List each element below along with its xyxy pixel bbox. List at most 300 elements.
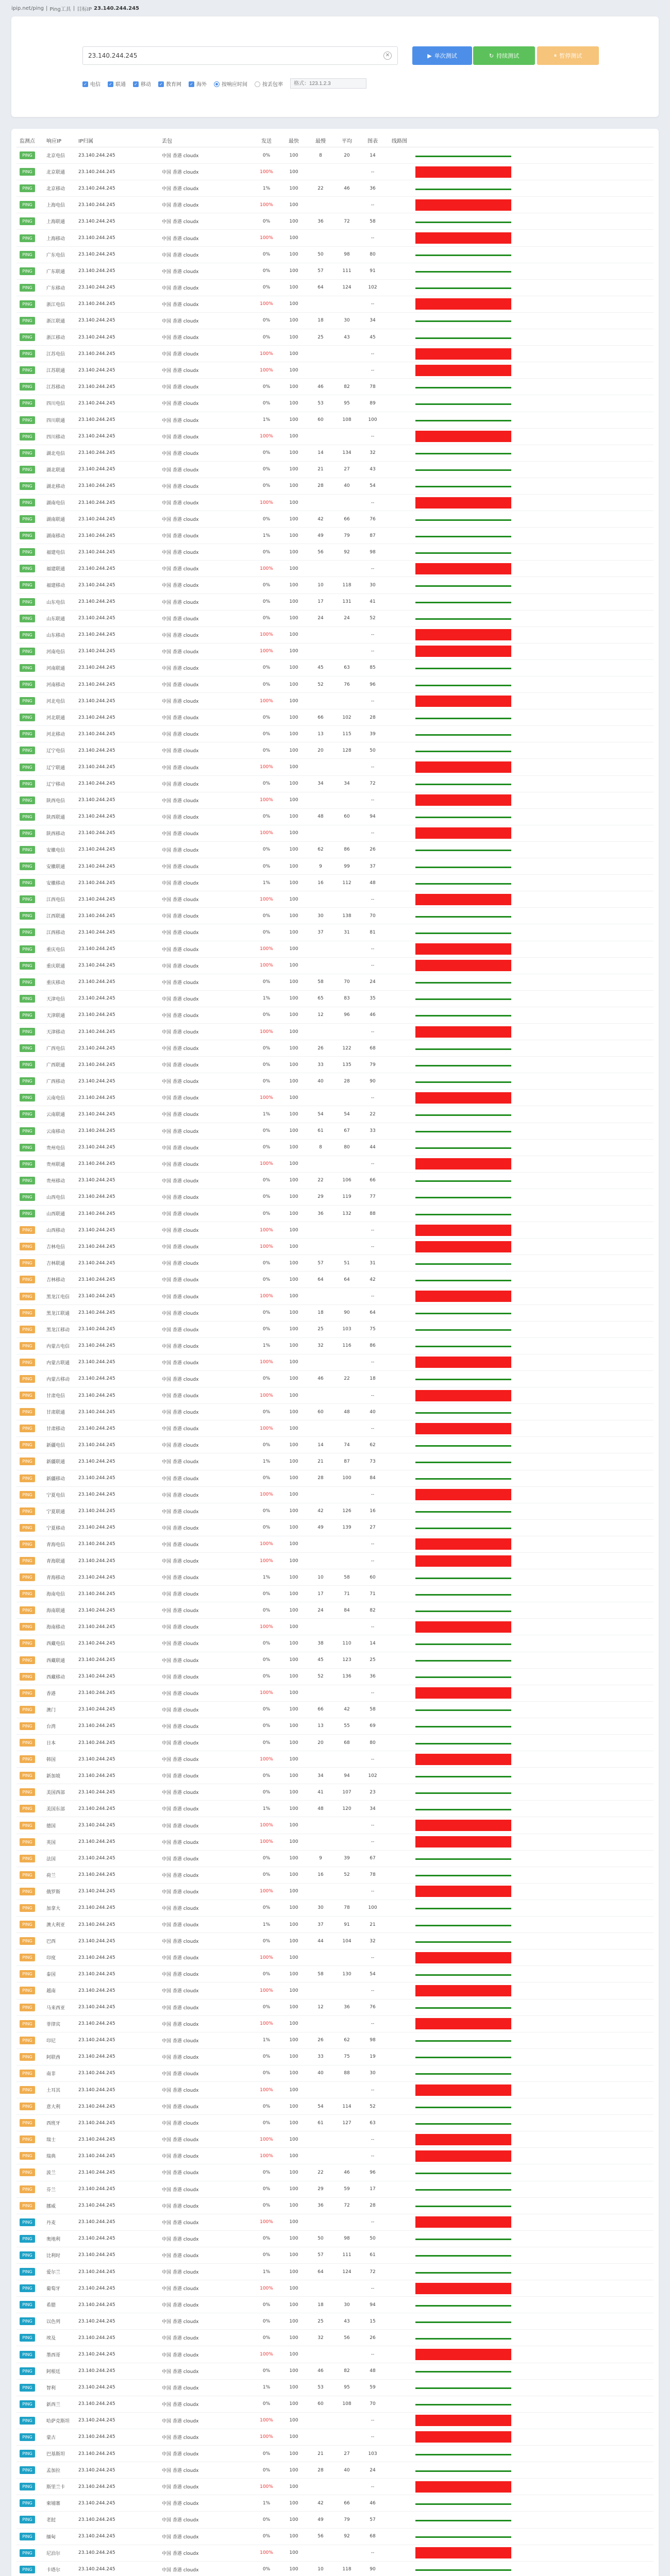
sent-count: 100 xyxy=(289,963,298,969)
latency-bar xyxy=(415,514,511,525)
latency-line xyxy=(415,2239,511,2240)
node-tag[interactable]: PING xyxy=(20,2168,35,2176)
node-name: 新疆电信 xyxy=(46,1443,65,1449)
node-tag[interactable]: PING xyxy=(20,251,35,259)
node-tag[interactable]: PING xyxy=(20,1639,35,1647)
node-tag[interactable]: PING xyxy=(20,2499,35,2507)
min-time: 46 xyxy=(317,2368,324,2374)
node-name: 西藏电信 xyxy=(46,1641,65,1647)
latency-chart-cell xyxy=(413,1423,514,1434)
loss-rate: 0% xyxy=(262,1277,271,1282)
node-tag[interactable]: PING xyxy=(20,747,35,754)
node-tag[interactable]: PING xyxy=(20,1822,35,1829)
node-tag[interactable]: PING xyxy=(20,284,35,292)
avg-time: 46 xyxy=(370,1012,376,1018)
node-name: 安徽移动 xyxy=(46,881,65,887)
node-tag[interactable]: PING xyxy=(20,1309,35,1317)
node-name: 福建电信 xyxy=(46,550,65,556)
option-jy[interactable]: ✓ 教育网 xyxy=(158,80,181,88)
response-ip: 23.140.244.245 xyxy=(78,698,115,704)
node-tag[interactable]: PING xyxy=(20,2218,35,2226)
avg-time: 58 xyxy=(370,1707,376,1713)
node-tag-cell xyxy=(16,2268,46,2276)
avg-time: -- xyxy=(371,1839,375,1845)
node-tag[interactable]: PING xyxy=(20,846,35,854)
sent-count: 100 xyxy=(289,1889,298,1894)
node-tag[interactable]: PING xyxy=(20,433,35,440)
ip-location: 中国 香港 cloudx xyxy=(162,996,199,1002)
node-tag[interactable]: PING xyxy=(20,1524,35,1532)
loss-rate: 100% xyxy=(260,649,273,654)
node-tag[interactable]: PING xyxy=(20,1226,35,1234)
node-tag[interactable]: PING xyxy=(20,2202,35,2210)
table-row xyxy=(16,2429,654,2446)
node-tag[interactable]: PING xyxy=(20,780,35,788)
node-tag[interactable]: PING xyxy=(20,1871,35,1879)
node-tag[interactable]: PING xyxy=(20,714,35,721)
node-tag[interactable]: PING xyxy=(20,151,35,159)
max-time: 84 xyxy=(344,1607,350,1613)
node-tag[interactable]: PING xyxy=(20,1193,35,1201)
node-tag[interactable]: PING xyxy=(20,1606,35,1614)
node-tag[interactable]: PING xyxy=(20,1458,35,1465)
latency-bar xyxy=(415,1092,511,1104)
sent-count: 100 xyxy=(289,2352,298,2358)
sent-count: 100 xyxy=(289,318,298,324)
node-tag[interactable]: PING xyxy=(20,1259,35,1267)
ip-location: 中国 香港 cloudx xyxy=(162,368,199,374)
node-name: 韩国 xyxy=(46,1757,56,1763)
table-row xyxy=(16,1272,654,1288)
node-tag[interactable]: PING xyxy=(20,1127,35,1135)
node-tag[interactable]: PING xyxy=(20,2533,35,2540)
avg-time: -- xyxy=(371,2021,375,2027)
latency-line xyxy=(415,2569,511,2571)
node-tag[interactable]: PING xyxy=(20,1590,35,1598)
node-tag[interactable]: PING xyxy=(20,1970,35,1978)
stop-test-button[interactable]: ⏸ 暂停测试 xyxy=(537,46,599,65)
ip-input[interactable] xyxy=(82,46,398,65)
node-tag[interactable]: PING xyxy=(20,184,35,192)
node-tag[interactable]: PING xyxy=(20,995,35,1003)
latency-bar xyxy=(415,811,511,822)
node-tag[interactable]: PING xyxy=(20,548,35,556)
node-tag[interactable]: PING xyxy=(20,2450,35,2458)
node-tag[interactable]: PING xyxy=(20,1788,35,1796)
loss-rate: 1% xyxy=(262,1922,271,1927)
avg-time: 81 xyxy=(370,929,376,935)
latency-chart-cell xyxy=(413,1869,514,1880)
min-time: 17 xyxy=(317,599,324,605)
min-time: 54 xyxy=(317,1111,324,1117)
node-tag[interactable]: PING xyxy=(20,1011,35,1019)
avg-time: -- xyxy=(371,301,375,307)
latency-chart-cell xyxy=(413,216,514,227)
ip-location: 中国 香港 cloudx xyxy=(162,716,199,721)
loss-rate: 100% xyxy=(260,1839,273,1845)
avg-time: 59 xyxy=(370,2385,376,2391)
min-time: 61 xyxy=(317,1128,324,1134)
node-tag[interactable]: PING xyxy=(20,1392,35,1399)
node-tag[interactable]: PING xyxy=(20,168,35,176)
node-tag[interactable]: PING xyxy=(20,449,35,457)
node-tag[interactable]: PING xyxy=(20,267,35,275)
sent-count: 100 xyxy=(289,500,298,505)
node-tag[interactable]: PING xyxy=(20,333,35,341)
node-tag[interactable]: PING xyxy=(20,912,35,920)
node-tag[interactable]: PING xyxy=(20,1094,35,1101)
node-tag[interactable]: PING xyxy=(20,1210,35,1217)
table-row xyxy=(16,197,654,213)
repeat-test-button[interactable]: ↻ 持续测试 xyxy=(473,46,535,65)
avg-time: 96 xyxy=(370,682,376,687)
latency-bar xyxy=(415,2514,511,2526)
node-tag[interactable]: PING xyxy=(20,2020,35,2028)
node-tag[interactable]: PING xyxy=(20,1293,35,1300)
sent-count: 100 xyxy=(289,533,298,538)
node-tag-cell xyxy=(16,2136,46,2143)
node-tag[interactable]: PING xyxy=(20,2516,35,2523)
node-tag[interactable]: PING xyxy=(20,1838,35,1846)
response-ip: 23.140.244.245 xyxy=(78,2153,115,2159)
node-tag[interactable]: PING xyxy=(20,1375,35,1383)
max-time: 72 xyxy=(344,218,350,224)
node-tag[interactable]: PING xyxy=(20,1110,35,1118)
node-tag[interactable]: PING xyxy=(20,829,35,837)
mode-b[interactable]: 按丢包率 xyxy=(255,80,283,88)
node-tag[interactable]: PING xyxy=(20,2466,35,2474)
loss-rate: 100% xyxy=(260,2550,273,2556)
node-name: 希腊 xyxy=(46,2303,56,2309)
node-tag[interactable]: PING xyxy=(20,1425,35,1432)
loss-rate: 100% xyxy=(260,1244,273,1249)
node-tag[interactable]: PING xyxy=(20,2185,35,2193)
node-tag[interactable]: PING xyxy=(20,2367,35,2375)
latency-bar xyxy=(415,1671,511,1682)
node-tag[interactable]: PING xyxy=(20,1888,35,1895)
max-time: 79 xyxy=(344,2517,350,2522)
node-tag[interactable]: PING xyxy=(20,317,35,325)
node-tag[interactable]: PING xyxy=(20,2152,35,2160)
start-test-button[interactable]: ▶ 单次测试 xyxy=(412,46,472,65)
latency-bar xyxy=(415,1258,511,1269)
node-tag[interactable]: PING xyxy=(20,350,35,358)
node-tag[interactable]: PING xyxy=(20,895,35,903)
loss-rate: 100% xyxy=(260,367,273,373)
node-tag[interactable]: PING xyxy=(20,1937,35,1945)
ip-location: 中国 香港 cloudx xyxy=(162,285,199,291)
option-dx[interactable]: ✓ 电信 xyxy=(82,80,100,88)
tools-link[interactable]: Ping工具 xyxy=(49,6,71,12)
node-tag[interactable]: PING xyxy=(20,2351,35,2359)
response-ip: 23.140.244.245 xyxy=(78,1409,115,1415)
max-time: 78 xyxy=(344,1905,350,1911)
node-name: 上海联通 xyxy=(46,219,65,225)
table-body xyxy=(11,147,659,2576)
node-tag[interactable]: PING xyxy=(20,1772,35,1780)
option-yd[interactable]: ✓ 移动 xyxy=(133,80,151,88)
node-tag[interactable]: PING xyxy=(20,796,35,804)
node-tag[interactable]: PING xyxy=(20,1623,35,1631)
node-tag[interactable]: PING xyxy=(20,631,35,639)
node-name: 葡萄牙 xyxy=(46,2286,61,2292)
node-tag[interactable]: PING xyxy=(20,664,35,672)
latency-line xyxy=(415,1114,511,1116)
node-tag[interactable]: PING xyxy=(20,2004,35,2011)
node-tag[interactable]: PING xyxy=(20,1954,35,1961)
table-row xyxy=(16,362,654,379)
latency-line xyxy=(415,1611,511,1612)
sent-count: 100 xyxy=(289,2534,298,2539)
ip-location: 中国 香港 cloudx xyxy=(162,1394,199,1399)
loss-rate: 0% xyxy=(262,2401,271,2407)
node-tag[interactable]: PING xyxy=(20,399,35,407)
node-tag[interactable]: PING xyxy=(20,2037,35,2044)
node-tag[interactable]: PING xyxy=(20,466,35,473)
sent-count: 100 xyxy=(289,1690,298,1696)
node-tag[interactable]: PING xyxy=(20,1061,35,1069)
node-tag[interactable]: PING xyxy=(20,1507,35,1515)
node-tag[interactable]: PING xyxy=(20,1540,35,1548)
table-row xyxy=(16,809,654,825)
latency-bar xyxy=(415,2465,511,2476)
node-tag[interactable]: PING xyxy=(20,2103,35,2110)
sent-count: 100 xyxy=(289,2219,298,2225)
max-time: 40 xyxy=(344,483,350,489)
node-tag[interactable]: PING xyxy=(20,2317,35,2325)
response-ip: 23.140.244.245 xyxy=(78,450,115,456)
node-tag[interactable]: PING xyxy=(20,2566,35,2573)
sent-count: 100 xyxy=(289,1426,298,1431)
latency-bar xyxy=(415,2415,511,2426)
node-tag[interactable]: PING xyxy=(20,383,35,391)
option-lt[interactable]: ✓ 联通 xyxy=(108,80,126,88)
node-tag[interactable]: PING xyxy=(20,1656,35,1664)
node-tag[interactable]: PING xyxy=(20,2119,35,2127)
node-tag[interactable]: PING xyxy=(20,1144,35,1151)
ip-location: 中国 香港 cloudx xyxy=(162,302,199,308)
avg-time: 88 xyxy=(370,1211,376,1216)
sent-count: 100 xyxy=(289,1541,298,1547)
format-input[interactable] xyxy=(290,78,366,89)
avg-time: 98 xyxy=(370,2038,376,2043)
sent-count: 100 xyxy=(289,765,298,770)
node-tag[interactable]: PING xyxy=(20,2070,35,2077)
max-time: 70 xyxy=(344,979,350,985)
node-name: 山东联通 xyxy=(46,616,65,622)
ip-location: 中国 香港 cloudx xyxy=(162,2187,199,2193)
max-time: 114 xyxy=(342,2104,351,2109)
node-tag[interactable]: PING xyxy=(20,1689,35,1697)
node-tag[interactable]: PING xyxy=(20,2384,35,2392)
response-ip: 23.140.244.245 xyxy=(78,2252,115,2258)
node-tag[interactable]: PING xyxy=(20,201,35,209)
sent-count: 100 xyxy=(289,1476,298,1481)
response-ip: 23.140.244.245 xyxy=(78,1624,115,1630)
node-tag[interactable]: PING xyxy=(20,499,35,506)
node-tag[interactable]: PING xyxy=(20,2433,35,2441)
node-tag[interactable]: PING xyxy=(20,366,35,374)
node-tag[interactable]: PING xyxy=(20,1739,35,1747)
loss-rate: 100% xyxy=(260,632,273,638)
latency-bar xyxy=(415,1076,511,1087)
node-tag[interactable]: PING xyxy=(20,1276,35,1283)
node-tag[interactable]: PING xyxy=(20,1904,35,1912)
avg-time: 87 xyxy=(370,533,376,538)
node-tag[interactable]: PING xyxy=(20,1342,35,1350)
node-tag[interactable]: PING xyxy=(20,1987,35,1994)
node-tag[interactable]: PING xyxy=(20,1921,35,1928)
node-tag[interactable]: PING xyxy=(20,2301,35,2309)
node-tag[interactable]: PING xyxy=(20,598,35,606)
loss-rate: 1% xyxy=(262,1111,271,1117)
node-tag[interactable]: PING xyxy=(20,1359,35,1366)
node-tag[interactable]: PING xyxy=(20,1077,35,1085)
node-tag[interactable]: PING xyxy=(20,581,35,589)
node-tag[interactable]: PING xyxy=(20,482,35,490)
node-tag[interactable]: PING xyxy=(20,1722,35,1730)
latency-bar xyxy=(415,1654,511,1666)
loss-rate: 100% xyxy=(260,1690,273,1696)
node-name: 贵州移动 xyxy=(46,1178,65,1184)
latency-bar xyxy=(415,563,511,574)
loss-rate: 100% xyxy=(260,1294,273,1299)
node-tag[interactable]: PING xyxy=(20,1177,35,1184)
sent-count: 100 xyxy=(289,1740,298,1745)
node-tag[interactable]: PING xyxy=(20,1855,35,1862)
node-tag[interactable]: PING xyxy=(20,962,35,970)
avg-time: -- xyxy=(371,831,375,836)
latency-line xyxy=(415,1081,511,1083)
avg-time: -- xyxy=(371,1756,375,1762)
loss-rate: 0% xyxy=(262,152,271,158)
node-tag[interactable]: PING xyxy=(20,1491,35,1499)
node-tag[interactable]: PING xyxy=(20,1408,35,1416)
node-tag[interactable]: PING xyxy=(20,730,35,738)
node-tag[interactable]: PING xyxy=(20,813,35,821)
node-tag[interactable]: PING xyxy=(20,2251,35,2259)
loss-rate: 0% xyxy=(262,2467,271,2473)
node-tag[interactable]: PING xyxy=(20,1805,35,1812)
latency-chart-cell xyxy=(413,2002,514,2013)
node-tag[interactable]: PING xyxy=(20,2483,35,2490)
option-hw[interactable]: ✓ 海外 xyxy=(189,80,207,88)
sent-count: 100 xyxy=(289,682,298,687)
sent-count: 100 xyxy=(289,1277,298,1282)
node-tag[interactable]: PING xyxy=(20,300,35,308)
ip-location: 中国 香港 cloudx xyxy=(162,1327,199,1333)
node-tag[interactable]: PING xyxy=(20,764,35,771)
table-row xyxy=(16,1735,654,1751)
max-time: 87 xyxy=(344,1459,350,1464)
node-tag[interactable]: PING xyxy=(20,2284,35,2292)
node-tag[interactable]: PING xyxy=(20,615,35,622)
avg-time: -- xyxy=(371,351,375,357)
node-name: 广东联通 xyxy=(46,269,65,275)
latency-chart-cell xyxy=(413,480,514,492)
node-tag[interactable]: PING xyxy=(20,1243,35,1250)
max-time: 122 xyxy=(342,1045,351,1051)
node-tag-cell xyxy=(16,1259,46,1267)
node-tag[interactable]: PING xyxy=(20,862,35,870)
node-tag[interactable]: PING xyxy=(20,2334,35,2342)
node-tag[interactable]: PING xyxy=(20,1326,35,1333)
node-tag[interactable]: PING xyxy=(20,1755,35,1763)
avg-time: -- xyxy=(371,169,375,175)
node-tag[interactable]: PING xyxy=(20,1044,35,1052)
loss-rate: 0% xyxy=(262,731,271,737)
min-time: 17 xyxy=(317,1591,324,1597)
node-name: 湖北联通 xyxy=(46,467,65,473)
node-tag[interactable]: PING xyxy=(20,532,35,539)
loss-rate: 0% xyxy=(262,847,271,853)
node-tag[interactable]: PING xyxy=(20,879,35,887)
node-tag-cell xyxy=(16,995,46,1003)
control-panel xyxy=(11,16,659,117)
node-name: 海南联通 xyxy=(46,1608,65,1614)
node-tag[interactable]: PING xyxy=(20,1557,35,1565)
node-tag[interactable]: PING xyxy=(20,2549,35,2557)
node-tag[interactable]: PING xyxy=(20,2136,35,2143)
avg-time: 69 xyxy=(370,1723,376,1729)
node-tag[interactable]: PING xyxy=(20,1475,35,1482)
table-row xyxy=(16,379,654,395)
ip-location: 中国 香港 cloudx xyxy=(162,501,199,506)
avg-time: 50 xyxy=(370,748,376,753)
latency-bar xyxy=(415,1605,511,1616)
response-ip: 23.140.244.245 xyxy=(78,1889,115,1894)
node-tag[interactable]: PING xyxy=(20,515,35,523)
mode-a[interactable]: 按响应时间 xyxy=(214,80,247,88)
node-tag[interactable]: PING xyxy=(20,217,35,225)
site-link[interactable]: ipip.net/ping xyxy=(11,5,44,11)
node-tag[interactable]: PING xyxy=(20,2235,35,2243)
node-tag[interactable]: PING xyxy=(20,1573,35,1581)
latency-bar xyxy=(415,827,511,839)
avg-time: 70 xyxy=(370,2401,376,2407)
node-tag[interactable]: PING xyxy=(20,2053,35,2061)
node-tag[interactable]: PING xyxy=(20,681,35,688)
node-tag[interactable]: PING xyxy=(20,2400,35,2408)
sent-count: 100 xyxy=(289,1938,298,1944)
node-tag[interactable]: PING xyxy=(20,978,35,986)
min-time: 10 xyxy=(317,582,324,588)
node-tag[interactable]: PING xyxy=(20,1673,35,1681)
latency-bar xyxy=(415,2448,511,2460)
node-tag[interactable]: PING xyxy=(20,2086,35,2094)
table-row xyxy=(16,2313,654,2330)
response-ip: 23.140.244.245 xyxy=(78,169,115,175)
avg-time: 90 xyxy=(370,2567,376,2572)
node-tag[interactable]: PING xyxy=(20,2417,35,2425)
clear-icon[interactable]: ✕ xyxy=(383,52,392,60)
node-tag[interactable]: PING xyxy=(20,697,35,705)
node-tag[interactable]: PING xyxy=(20,928,35,936)
avg-time: 28 xyxy=(370,715,376,720)
node-tag[interactable]: PING xyxy=(20,2268,35,2276)
node-tag[interactable]: PING xyxy=(20,1160,35,1168)
node-tag[interactable]: PING xyxy=(20,234,35,242)
node-tag[interactable]: PING xyxy=(20,1706,35,1714)
latency-chart-cell xyxy=(413,1572,514,1583)
loss-rate: 100% xyxy=(260,2153,273,2159)
node-tag[interactable]: PING xyxy=(20,565,35,572)
node-tag[interactable]: PING xyxy=(20,945,35,953)
node-tag[interactable]: PING xyxy=(20,1441,35,1449)
node-tag[interactable]: PING xyxy=(20,1028,35,1036)
node-tag[interactable]: PING xyxy=(20,416,35,424)
node-tag[interactable]: PING xyxy=(20,648,35,655)
